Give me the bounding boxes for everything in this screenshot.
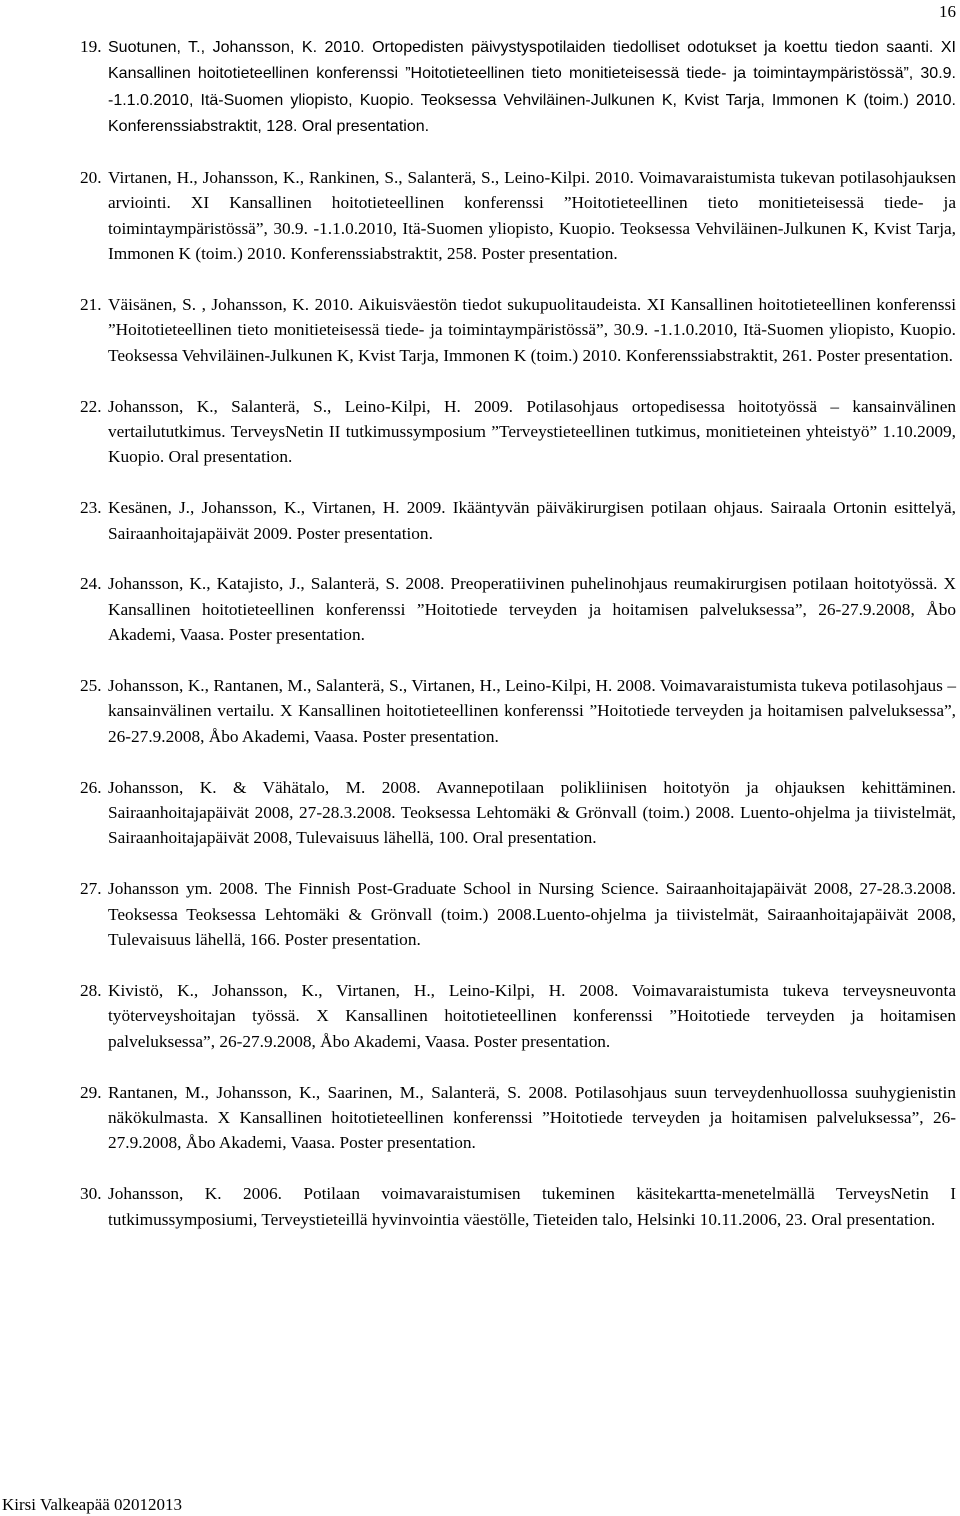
entry-text: Johansson, K. 2006. Potilaan voimavaraistumisen tukeminen käsitekartta-menetelmällä TerveysNetin I tutkimussymposiumi, Terveystieteillä hyvinvointia väestölle, Tieteiden talo, Helsinki 10.11.2006, 23. Oral presentation.: [108, 1184, 956, 1229]
list-item: [80, 165, 956, 267]
entry-number: 26.: [80, 777, 102, 797]
footer-author-date: Kirsi Valkeapää 02012013: [2, 1495, 183, 1514]
entry-number: 30.: [80, 1184, 102, 1204]
entry-text: Johansson, K., Salanterä, S., Leino-Kilpi, H. 2009. Potilasohjaus ortopedisessa hoitotyössä – kansainvälinen vertailututkimus. TerveysNetin II tutkimussymposium ”Terveystieteellinen tutkimus, monitieteinen yhteistyö” 1.10.2009, Kuopio. Oral presentation.: [108, 396, 956, 467]
list-item: [80, 34, 956, 140]
entry-number: 29.: [80, 1082, 102, 1102]
entry-text: Johansson, K., Katajisto, J., Salanterä, S. 2008. Preoperatiivinen puhelinohjaus reumakirurgisen potilaan hoitotyössä. X Kansallinen hoitotieteellinen konferenssi ”Hoitotiede terveyden ja hoitamisen palveluksessa”, 26-27.9.2008, Åbo Akademi, Vaasa. Poster presentation.: [108, 574, 956, 645]
entry-number: 24.: [80, 574, 102, 594]
list-item: [80, 775, 956, 851]
entry-text: Johansson, K., Rantanen, M., Salanterä, S., Virtanen, H., Leino-Kilpi, H. 2008. Voimavaraistumista tukeva potilasohjaus – kansainvälinen vertailu. X Kansallinen hoitotieteellinen konferenssi ”Hoitotiede terveyden ja hoitamisen palveluksessa”, 26-27.9.2008, Åbo Akademi, Vaasa. Poster presentation.: [108, 676, 956, 746]
list-item: [80, 978, 956, 1054]
list-item: [80, 876, 956, 952]
entry-text: Kesänen, J., Johansson, K., Virtanen, H. 2009. Ikääntyvän päiväkirurgisen potilaan ohjaus. Sairaala Ortonin esittelyä, Sairaanhoitajapäivät 2009. Poster presentation.: [108, 498, 956, 543]
list-item: [80, 394, 956, 470]
publication-list: [80, 34, 956, 1257]
entry-text: Kivistö, K., Johansson, K., Virtanen, H., Leino-Kilpi, H. 2008. Voimavaraistumista tukeva terveysneuvonta työterveyshoitajan työssä. X Kansallinen hoitotieteellinen konferenssi ”Hoitotiede terveyden ja hoitamisen palveluksessa”, 26-27.9.2008, Åbo Akademi, Vaasa. Poster presentation.: [108, 980, 956, 1051]
entry-number: 22.: [80, 396, 102, 416]
entry-number: 28.: [80, 980, 102, 1000]
entry-text: Virtanen, H., Johansson, K., Rankinen, S., Salanterä, S., Leino-Kilpi. 2010. Voimavaraistumista tukevan potilasohjauksen arviointi. XI Kansallinen hoitotieteellinen konferenssi ”Hoitotieteellinen tieto monitieteisessä tiede- ja toimintaympäristössä”, 30.9. -1.1.0.2010, Itä-Suomen yliopisto, Kuopio. Teoksessa Vehviläinen-Julkunen K, Kvist Tarja, Immonen K (toim.) 2010. Konferenssiabstraktit, 258. Poster presentation.: [108, 168, 956, 264]
list-item: [80, 495, 956, 546]
entry-text: Rantanen, M., Johansson, K., Saarinen, M., Salanterä, S. 2008. Potilasohjaus suun terveydenhuollossa suuhygienistin näkökulmasta. X Kansallinen hoitotieteellinen konferenssi ”Hoitotiede terveyden ja hoitamisen palveluksessa”, 26-27.9.2008, Åbo Akademi, Vaasa. Poster presentation.: [108, 1082, 956, 1153]
list-item: [80, 1181, 956, 1232]
list-item: [80, 571, 956, 647]
entry-text: Suotunen, T., Johansson, K. 2010. Ortopedisten päivystyspotilaiden tiedolliset odotukset ja koettu tiedon saanti. XI Kansallinen hoitotieteellinen konferenssi ”Hoitotieteellinen tieto monitieteisessä tiede- ja toimintaympäristössä”, 30.9. -1.1.0.2010, Itä-Suomen yliopisto, Kuopio. Teoksessa Vehviläinen-Julkunen K, Kvist Tarja, Immonen K (toim.) 2010. Konferenssiabstraktit, 128. Oral presentation.: [108, 39, 956, 136]
entry-text: Johansson ym. 2008. The Finnish Post-Graduate School in Nursing Science. Sairaanhoitajapäivät 2008, 27-28.3.2008. Teoksessa Teoksessa Lehtomäki & Grönvall (toim.) 2008.Luento-ohjelma ja tiivistelmät, Sairaanhoitajapäivät 2008, Tulevaisuus lähellä, 166. Poster presentation.: [108, 879, 956, 950]
entry-number: 19.: [80, 37, 102, 56]
entry-number: 20.: [80, 168, 102, 188]
entry-number: 27.: [80, 879, 102, 899]
entry-number: 25.: [80, 676, 102, 696]
entry-text: Väisänen, S. , Johansson, K. 2010. Aikuisväestön tiedot sukupuolitaudeista. XI Kansallinen hoitotieteellinen konferenssi ”Hoitotieteellinen tieto monitieteisessä tiede- ja toimintaympäristössä”, 30.9. -1.1.0.2010, Itä-Suomen yliopisto, Kuopio. Teoksessa Vehviläinen-Julkunen K, Kvist Tarja, Immonen K (toim.) 2010. Konferenssiabstraktit, 261. Poster presentation.: [108, 295, 956, 365]
list-item: [80, 673, 956, 749]
entry-number: 21.: [80, 295, 102, 315]
entry-text: Johansson, K. & Vähätalo, M. 2008. Avannepotilaan polikliinisen hoitotyön ja ohjauksen kehittäminen. Sairaanhoitajapäivät 2008, 27-28.3.2008. Teoksessa Lehtomäki & Grönvall (toim.) 2008. Luento-ohjelma ja tiivistelmät, Sairaanhoitajapäivät 2008, Tulevaisuus lähellä, 100. Oral presentation.: [108, 777, 956, 848]
list-item: [80, 1080, 956, 1156]
list-item: [80, 292, 956, 368]
entry-number: 23.: [80, 498, 102, 518]
page-number: 16: [939, 2, 956, 21]
